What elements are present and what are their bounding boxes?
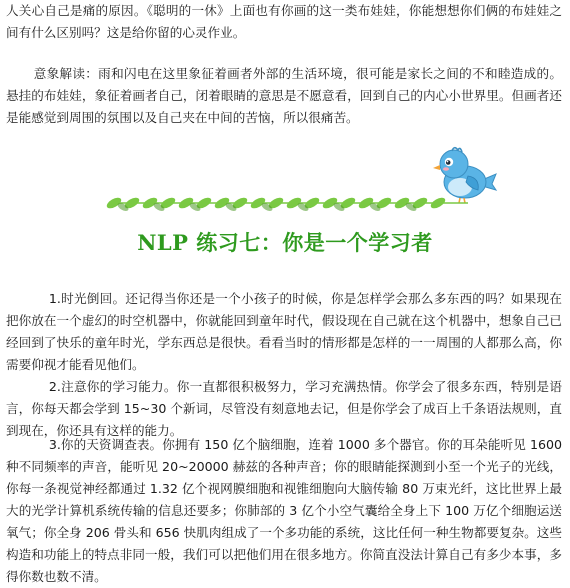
exercise-item-3: 3.你的天资调查表。你拥有 150 亿个脑细胞，连着 1000 多个器官。你的耳朵能听见 1600 种不同频率的声音，能听见 20~20000 赫兹的各种声音；你的眼睛能探测到小至一个光子的光线，你每一条视觉神经都通过 1.32 亿个视网膜细胞和视锥细胞向大脑传输 80 万束光纤，这比世界上最大的光学计算机系统传输的信息还要多；你肺部的 3 亿个小空气囊给全身上下 100 万亿个细胞运送氧气；你全身 206 骨头和 656 快肌肉组成了一个多功能的系统，这比任何一种生物都要复杂。这些构造和功能上的特点非同一般，我们可以把他们用在很多地方。你简直没法计算自己有多少本事，多得你数也数不清。 <box>6 437 562 584</box>
interpretation-paragraph: 意象解读：雨和闪电在这里象征着画者外部的生活环境，很可能是家长之间的不和睦造成的。悬挂的布娃娃，象征着画者自己，闭着眼睛的意思是不愿意看，回到自己的内心小世界里。但画者还是能感觉到周围的氛围以及自己夹在中间的苦恼，所以很痛苦。 <box>6 66 562 125</box>
section-heading: NLP 练习七：你是一个学习者 <box>137 230 433 255</box>
exercise-item-2: 2.注意你的学习能力。你一直都很积极努力，学习充满热情。你学会了很多东西，特别是语言，你每天都会学到 15~30 个新词，尽管没有刻意地去记，但是你学会了成百上千条语法规则，直到现在，你还具有这样的能力。 <box>6 379 562 438</box>
exercise-item-1: 1.时光倒回。还记得当你还是一个小孩子的时候，你是怎样学会那么多东西的吗？如果现在把你放在一个虚幻的时空机器中，你就能回到童年时代，假设现在自己就在这个机器中，想象自己已经回到了快乐的童年时光，学东西总是很快。看看当时的情形都是怎样的一一周围的人都那么高，你需要仰视才能看见他们。 <box>6 291 562 372</box>
intro-paragraph: 人关心自己是痛的原因。《聪明的一休》上面也有你画的这一类布娃娃，你能想想你们俩的布娃娃之间有什么区别吗？这是给你留的心灵作业。 <box>6 3 562 40</box>
leaf-vine-divider <box>100 188 472 218</box>
